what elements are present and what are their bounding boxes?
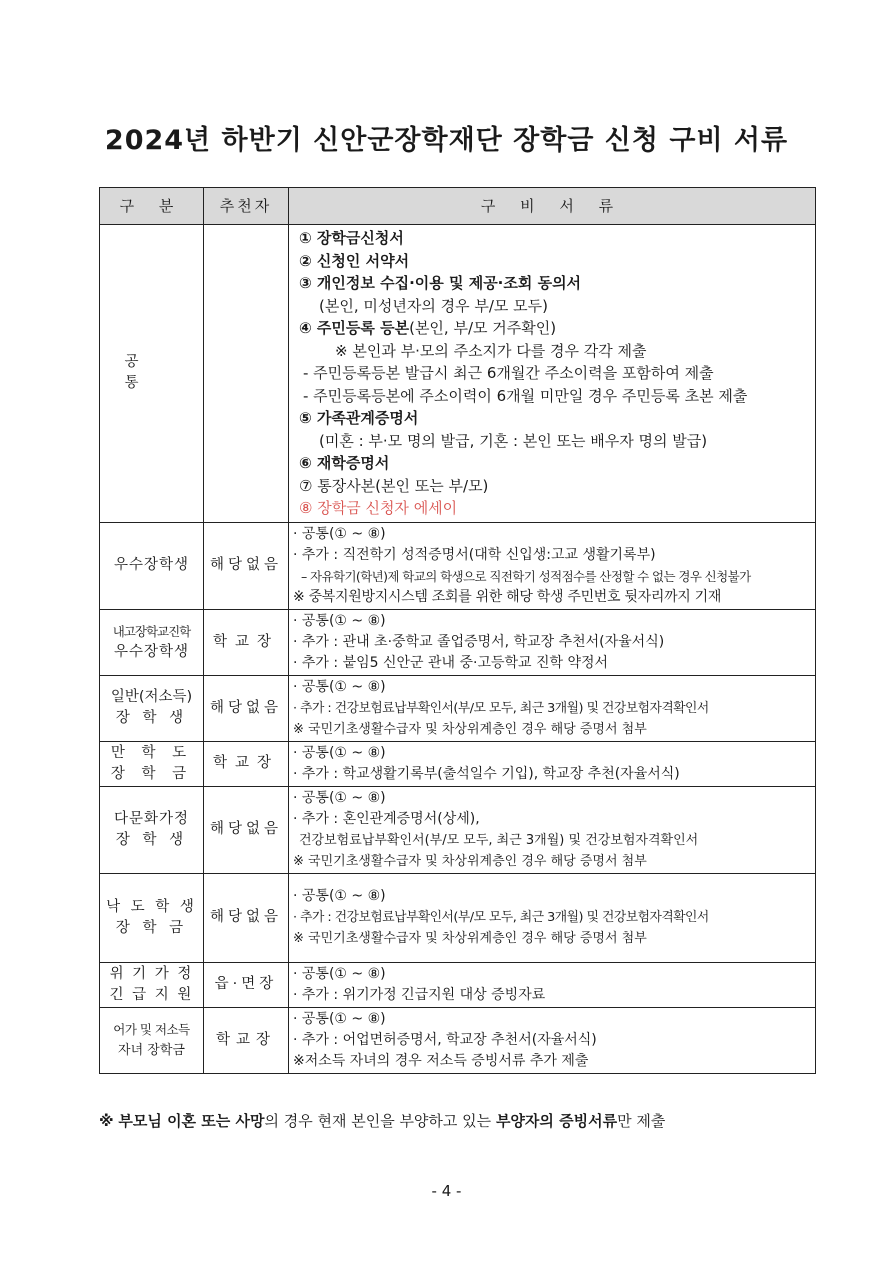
doc-item: - 주민등록등본 발급시 최근 6개월간 주소이력을 포함하여 제출 xyxy=(303,364,714,382)
doc-item: · 추가 : 직전학기 성적증명서(대학 신입생:고교 생활기록부) xyxy=(293,546,656,563)
category-cell xyxy=(100,675,204,741)
category-label: 자녀 장학금 xyxy=(118,1043,185,1058)
documents-cell xyxy=(289,225,816,523)
doc-item: ※ 국민기초생활수급자 및 차상위계층인 경우 해당 증명서 첨부 xyxy=(293,931,647,946)
doc-item: ② 신청인 서약서 xyxy=(299,251,410,270)
header-category: 구 분 xyxy=(100,188,204,225)
documents-cell xyxy=(289,609,816,675)
documents-table xyxy=(99,187,816,1074)
doc-item: ⑦ 통장사본(본인 또는 부/모) xyxy=(299,476,489,495)
category-label: 장 학 금 xyxy=(115,919,188,936)
category-cell xyxy=(100,873,204,962)
doc-item: ① 장학금신청서 xyxy=(299,229,404,247)
documents-cell xyxy=(289,962,816,1007)
category-label: 만 학 도 xyxy=(110,744,193,761)
doc-item: · 추가 : 어업면허증명서, 학교장 추천서(자율서식) xyxy=(293,1031,597,1048)
recommender-cell: 해당없음 xyxy=(204,786,289,873)
doc-item-common: · 공통(① ~ ⑧) xyxy=(293,525,386,542)
table-row-common xyxy=(100,225,816,523)
category-cell xyxy=(100,225,204,523)
footnote-part: 만 제출 xyxy=(617,1112,666,1130)
table-row-fisher xyxy=(100,1007,816,1073)
table-row-multicultural xyxy=(100,786,816,873)
doc-item: ※저소득 자녀의 경우 저소득 증빙서류 추가 제출 xyxy=(293,1052,589,1069)
category-label: 장 학 금 xyxy=(110,765,193,782)
category-label: 다문화가정 xyxy=(113,810,190,827)
recommender-cell: 학교장 xyxy=(204,609,289,675)
documents-cell xyxy=(289,741,816,786)
category-label: 장 학 생 xyxy=(115,710,188,726)
footnote-part: 부양자의 증빙서류 xyxy=(495,1112,618,1130)
recommender-cell: 해당없음 xyxy=(204,522,289,609)
table-row-local xyxy=(100,609,816,675)
category-cell xyxy=(100,1007,204,1073)
category-cell xyxy=(100,786,204,873)
table-row-crisis xyxy=(100,962,816,1007)
doc-item xyxy=(293,524,811,545)
table-row-excellent xyxy=(100,522,816,609)
recommender-cell: 해당없음 xyxy=(204,675,289,741)
doc-item: · 공통(① ~ ⑧) xyxy=(293,612,386,629)
doc-item: · 추가 : 관내 초·중학교 졸업증명서, 학교장 추천서(자율서식) xyxy=(293,633,665,650)
doc-item: · 추가 : 위기가정 긴급지원 대상 증빙자료 xyxy=(293,986,546,1003)
doc-item: · 공통(① ~ ⑧) xyxy=(293,888,386,904)
documents-cell xyxy=(289,873,816,962)
category-label: 위 기 가 정 xyxy=(109,965,194,982)
doc-item: – 자유학기(학년)제 학교의 학생으로 직전학기 성적점수를 산정할 수 없는 경우 신청불가 xyxy=(301,568,751,584)
documents-cell xyxy=(289,786,816,873)
table-header-row xyxy=(100,188,816,225)
doc-item: · 추가 : 혼인관계증명서(상세), xyxy=(293,810,480,827)
documents-cell xyxy=(289,522,816,609)
footnote-mark: ※ xyxy=(99,1112,114,1130)
doc-item: · 추가 : 붙임5 신안군 관내 중·고등학교 진학 약정서 xyxy=(293,654,609,671)
doc-item: ⑤ 가족관계증명서 xyxy=(299,409,419,427)
category-label: 일반(저소득) xyxy=(110,689,193,705)
category-cell: 우수장학생 xyxy=(100,522,204,609)
doc-item: · 추가 : 학교생활기록부(출석일수 기입), 학교장 추천(자율서식) xyxy=(293,765,680,782)
category-label: 낙 도 학 생 xyxy=(106,898,197,915)
doc-item: · 추가 : 건강보험료납부확인서(부/모 모두, 최근 3개월) 및 건강보험자격확인서 xyxy=(293,700,709,716)
recommender-cell xyxy=(204,225,289,523)
header-documents: 구 비 서 류 xyxy=(289,188,816,225)
doc-item: ※ 본인과 부·모의 주소지가 다를 경우 각각 제출 xyxy=(335,341,647,360)
recommender-cell: 학교장 xyxy=(204,1007,289,1073)
doc-item: · 공통(① ~ ⑧) xyxy=(293,1010,386,1027)
category-label: 긴 급 지 원 xyxy=(109,986,194,1003)
doc-item: ⑥ 재학증명서 xyxy=(299,454,390,472)
category-cell xyxy=(100,609,204,675)
doc-item-essay: ⑧ 장학금 신청자 에세이 xyxy=(299,499,458,517)
category-label: 장 학 생 xyxy=(115,831,188,848)
category-label: 어가 및 저소득 xyxy=(113,1022,190,1037)
doc-item-bold: ④ 주민등록 등본 xyxy=(299,319,410,337)
doc-item: ※ 중복지원방지시스템 조회를 위한 해당 학생 주민번호 뒷자리까지 기재 xyxy=(293,588,722,605)
documents-cell xyxy=(289,1007,816,1073)
doc-item: 건강보험료납부확인서(부/모 모두, 최근 3개월) 및 건강보험자격확인서 xyxy=(299,832,699,848)
category-cell xyxy=(100,741,204,786)
footnote-part: 의 경우 현재 본인을 부양하고 있는 xyxy=(264,1112,492,1130)
doc-item: ※ 국민기초생활수급자 및 차상위계층인 경우 해당 증명서 첨부 xyxy=(293,853,647,869)
recommender-cell: 해당없음 xyxy=(204,873,289,962)
doc-item: · 추가 : 건강보험료납부확인서(부/모 모두, 최근 3개월) 및 건강보험자격확인서 xyxy=(293,910,709,925)
table-row-island xyxy=(100,873,816,962)
recommender-cell: 읍·면장 xyxy=(204,962,289,1007)
category-label: 내고장학교진학 xyxy=(112,624,191,639)
category-label: 공 통 xyxy=(124,354,179,392)
doc-item: · 공통(① ~ ⑧) xyxy=(293,744,386,761)
category-label: 우수장학생 xyxy=(113,644,190,660)
footnote xyxy=(99,1110,665,1131)
doc-item: ③ 개인정보 수집·이용 및 제공·조회 동의서 xyxy=(299,274,582,292)
table-row-academy xyxy=(100,741,816,786)
doc-item: (미혼 : 부·모 명의 발급, 기혼 : 본인 또는 배우자 명의 발급) xyxy=(319,431,708,450)
page-title: 2024년 하반기 신안군장학재단 장학금 신청 구비 서류 xyxy=(104,125,789,156)
doc-item: - 주민등록등본에 주소이력이 6개월 미만일 경우 주민등록 초본 제출 xyxy=(303,386,748,405)
page-number: - 4 - xyxy=(431,1182,462,1200)
documents-cell xyxy=(289,675,816,741)
header-recommender: 추천자 xyxy=(204,188,289,225)
table-row-general xyxy=(100,675,816,741)
doc-item: ※ 국민기초생활수급자 및 차상위계층인 경우 해당 증명서 첨부 xyxy=(293,721,647,737)
doc-item: · 공통(① ~ ⑧) xyxy=(293,678,386,695)
footnote-part: 부모님 이혼 또는 사망 xyxy=(118,1112,265,1130)
doc-item: · 공통(① ~ ⑧) xyxy=(293,789,386,806)
recommender-cell: 학교장 xyxy=(204,741,289,786)
doc-item: · 공통(① ~ ⑧) xyxy=(293,965,386,982)
category-cell xyxy=(100,962,204,1007)
doc-item: (본인, 미성년자의 경우 부/모 모두) xyxy=(319,296,548,315)
doc-item xyxy=(293,317,811,340)
doc-item-note: (본인, 부/모 거주확인) xyxy=(409,319,557,337)
